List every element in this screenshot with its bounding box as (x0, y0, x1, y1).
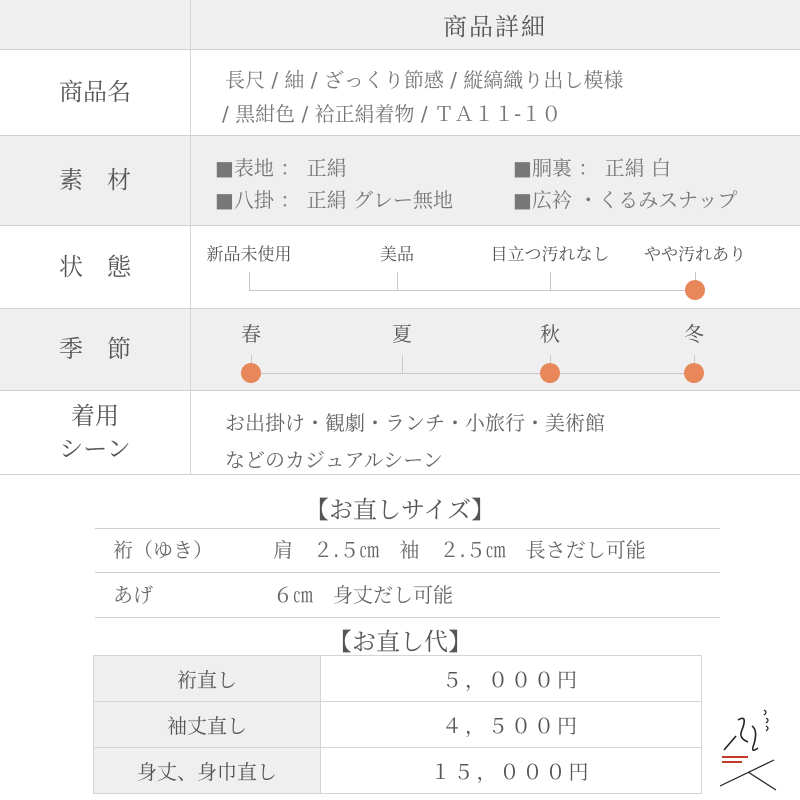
size-row-yuki (95, 528, 720, 573)
season-dot-autumn (540, 363, 560, 383)
cost-table (93, 655, 702, 794)
row-product-name (0, 50, 800, 135)
label-condition: 状 態 (59, 252, 131, 281)
scene-line1: お出掛け・観劇・ランチ・小旅行・美術館 (225, 411, 605, 435)
season-dot-summer (392, 363, 412, 383)
cost-item: 袖丈直し (94, 702, 321, 748)
label-material: 素 材 (59, 166, 131, 195)
size-section-title: 【お直しサイズ】 (304, 496, 496, 524)
row-season (0, 309, 800, 390)
label-scene (0, 391, 190, 474)
cost-price: ４，５００円 (321, 702, 702, 748)
condition-level-1: 美品 (380, 245, 414, 265)
season-dot-spring (241, 363, 261, 383)
row-scene (0, 391, 800, 474)
size-name-age: あげ (113, 583, 153, 607)
cost-row (94, 702, 702, 748)
condition-level-2: 目立つ汚れなし (490, 245, 610, 265)
size-row-age (95, 573, 720, 618)
season-scale-line (251, 373, 694, 374)
scene-line2: などのカジュアルシーン (225, 448, 443, 472)
cost-section-title: 【お直し代】 (328, 628, 472, 656)
product-name-line1: 長尺 / 紬 / ざっくり節感 / 縦縞織り出し模様 (225, 68, 624, 92)
size-name-yuki: 裄（ゆき） (113, 538, 213, 562)
condition-dot-3 (685, 280, 705, 300)
season-summer: 夏 (392, 322, 412, 346)
condition-scale-line (249, 290, 695, 291)
condition-level-3: やや汚れあり (644, 245, 746, 265)
material-hakkake: ■八掛 ： 正絹 グレー無地 (215, 188, 453, 212)
row-condition (0, 226, 800, 308)
size-detail-yuki: 肩 ２.５㎝ 袖 ２.５㎝ 長さだし可能 (273, 538, 646, 562)
cost-item: 裄直し (94, 656, 321, 702)
size-detail-age: ６㎝ 身丈だし可能 (273, 583, 453, 607)
cost-row (94, 656, 702, 702)
spec-title: 商品詳細 (443, 13, 547, 41)
condition-dot-1 (387, 280, 407, 300)
cost-item: 身丈、身巾直し (94, 748, 321, 794)
label-scene-line2: シーン (59, 434, 131, 463)
cost-price: ５，０００円 (321, 656, 702, 702)
label-scene-line1: 着用 (71, 402, 119, 431)
row-material (0, 136, 800, 225)
season-dot-winter (684, 363, 704, 383)
condition-level-0: 新品未使用 (206, 245, 292, 265)
product-name-line2: / 黒紺色 / 袷正絹着物 / ＴＡ１１-１０ (222, 102, 562, 126)
condition-dot-0 (239, 280, 259, 300)
cost-price: １５，０００円 (321, 748, 702, 794)
cost-row (94, 748, 702, 794)
material-face: ■表地 ： 正絹 (215, 156, 347, 180)
label-product-name: 商品名 (59, 78, 131, 107)
season-autumn: 秋 (540, 322, 560, 346)
material-collar: ■広衿 ・くるみスナップ (513, 188, 738, 212)
label-season: 季 節 (59, 335, 131, 364)
material-lining: ■胴裏 ： 正絹 白 (513, 156, 671, 180)
kimono-brand-logo-icon (718, 700, 780, 792)
season-winter: 冬 (684, 322, 704, 346)
spec-header-row (0, 0, 800, 49)
season-spring: 春 (241, 322, 261, 346)
condition-dot-2 (540, 280, 560, 300)
